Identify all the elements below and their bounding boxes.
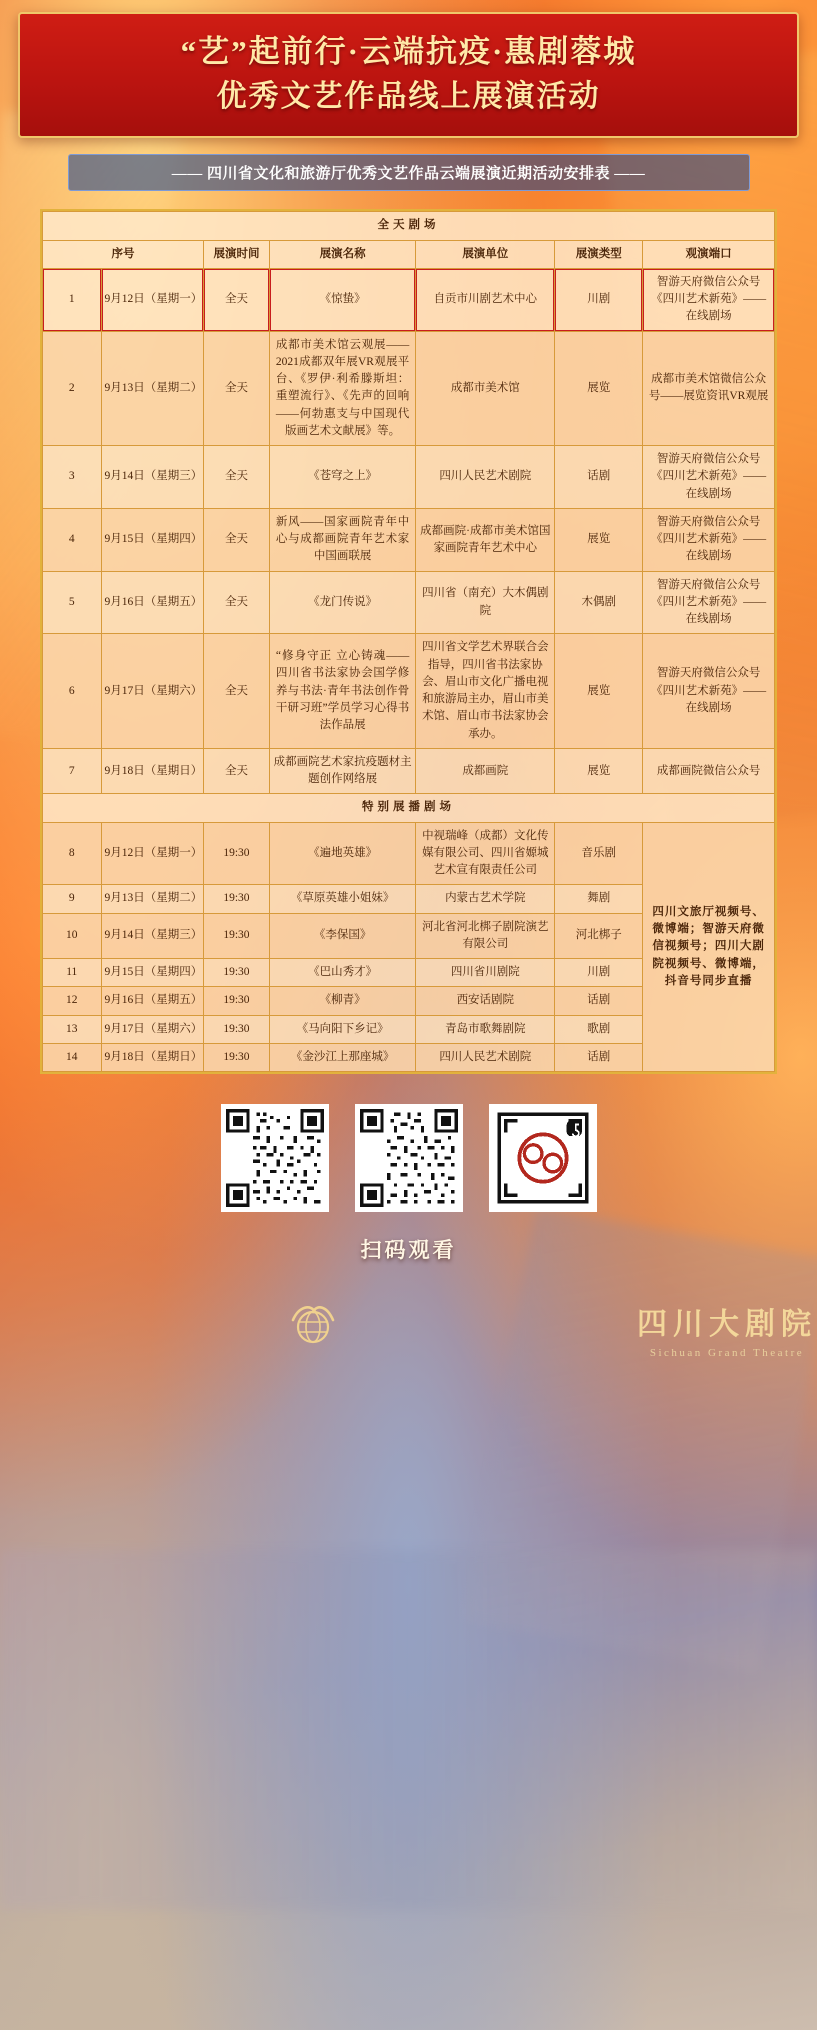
cell-index: 10 (43, 913, 102, 959)
cell-date: 9月12日（星期一） (101, 268, 203, 331)
table-row (43, 748, 775, 794)
cell-unit: 青岛市歌舞剧院 (416, 1015, 555, 1043)
qr-code-1-icon (226, 1109, 324, 1207)
cell-unit: 内蒙古艺术学院 (416, 885, 555, 913)
cell-unit: 四川省川剧院 (416, 959, 555, 987)
cell-type: 川剧 (555, 959, 643, 987)
cell-index: 6 (43, 634, 102, 749)
cell-name: “修身守正 立心铸魂——四川省书法家协会国学修养与书法·青年书法创作骨干研习班”学员学习心得书法作品展 (269, 634, 415, 749)
theatre-globe-icon (285, 1298, 341, 1354)
cell-name: 新风——国家画院青年中心与成都画院青年艺术家中国画联展 (269, 508, 415, 571)
poster-header (18, 12, 799, 138)
column-header-unit: 展演单位 (416, 240, 555, 268)
cell-unit: 四川省文学艺术界联合会指导，四川省书法家协会、眉山市文化广播电视和旅游局主办，眉山市美术馆、眉山市书法家协会承办。 (416, 634, 555, 749)
table-row (43, 822, 775, 885)
schedule-table (42, 211, 775, 1072)
cell-date: 9月15日（星期四） (101, 508, 203, 571)
cell-time: 全天 (204, 508, 270, 571)
cell-port: 智游天府微信公众号《四川艺术新苑》——在线剧场 (643, 571, 775, 634)
cell-name: 《马向阳下乡记》 (269, 1015, 415, 1043)
cell-date: 9月14日（星期三） (101, 446, 203, 509)
cell-date: 9月18日（星期日） (101, 748, 203, 794)
cell-date: 9月17日（星期六） (101, 1015, 203, 1043)
cell-name: 《遍地英雄》 (269, 822, 415, 885)
cell-type: 话剧 (555, 1043, 643, 1071)
cell-unit: 西安话剧院 (416, 987, 555, 1015)
cell-date: 9月13日（星期二） (101, 331, 203, 446)
qr-code-3[interactable] (489, 1104, 597, 1212)
cell-name: 《李保国》 (269, 913, 415, 959)
cell-type: 展览 (555, 748, 643, 794)
qr-code-2[interactable] (355, 1104, 463, 1212)
qr-code-1[interactable] (221, 1104, 329, 1212)
column-header-port: 观演端口 (643, 240, 775, 268)
cell-name: 《巴山秀才》 (269, 959, 415, 987)
scan-label: 扫码观看 (360, 1238, 457, 1263)
subtitle-banner (68, 154, 750, 191)
cell-index: 9 (43, 885, 102, 913)
cell-time: 19:30 (204, 822, 270, 885)
cell-time: 19:30 (204, 885, 270, 913)
cell-port: 智游天府微信公众号《四川艺术新苑》——在线剧场 (643, 268, 775, 331)
cell-port: 成都市美术馆微信公众号——展览资讯VR观展 (643, 331, 775, 446)
cell-date: 9月13日（星期二） (101, 885, 203, 913)
section-header-special (43, 794, 775, 822)
cell-port: 智游天府微信公众号《四川艺术新苑》——在线剧场 (643, 634, 775, 749)
page-title-line1: “艺”起前行·云端抗疫·惠剧蓉城 (180, 34, 637, 69)
cell-type: 话剧 (555, 446, 643, 509)
footer-name-cn: 四川大剧院 (637, 1308, 817, 1342)
cell-date: 9月16日（星期五） (101, 571, 203, 634)
cell-type: 话剧 (555, 987, 643, 1015)
cell-index: 14 (43, 1043, 102, 1071)
cell-unit: 四川人民艺术剧院 (416, 1043, 555, 1071)
footer-name-en: Sichuan Grand Theatre (649, 1347, 805, 1360)
cell-unit: 中视瑞峰（成都）文化传媒有限公司、四川省嫄城艺术宣有限责任公司 (416, 822, 555, 885)
cell-type: 歌剧 (555, 1015, 643, 1043)
subtitle-text: —— 四川省文化和旅游厅优秀文艺作品云端展演近期活动安排表 —— (171, 166, 646, 183)
cell-unit: 四川人民艺术剧院 (416, 446, 555, 509)
cell-name: 《龙门传说》 (269, 571, 415, 634)
footer-logo (0, 1298, 817, 1386)
cell-type: 川剧 (555, 268, 643, 331)
qr-code-3-icon (494, 1109, 592, 1207)
section-header-allday (43, 212, 775, 240)
cell-time: 全天 (204, 331, 270, 446)
table-header-row (43, 240, 775, 268)
cell-unit: 成都画院 (416, 748, 555, 794)
cell-port-shared: 四川文旅厅视频号、微博端；智游天府微信视频号；四川大剧院视频号、微博端，抖音号同步直播 (643, 822, 775, 1072)
cell-date: 9月12日（星期一） (101, 822, 203, 885)
cell-date: 9月14日（星期三） (101, 913, 203, 959)
cell-date: 9月16日（星期五） (101, 987, 203, 1015)
cell-type: 河北梆子 (555, 913, 643, 959)
cell-name: 《草原英雄小姐妹》 (269, 885, 415, 913)
cell-type: 舞剧 (555, 885, 643, 913)
cell-time: 全天 (204, 571, 270, 634)
cell-date: 9月17日（星期六） (101, 634, 203, 749)
cell-date: 9月18日（星期日） (101, 1043, 203, 1071)
table-row (43, 331, 775, 446)
table-row (43, 571, 775, 634)
cell-time: 全天 (204, 446, 270, 509)
table-row (43, 446, 775, 509)
cell-port: 智游天府微信公众号《四川艺术新苑》——在线剧场 (643, 446, 775, 509)
section-title-allday: 全天剧场 (43, 212, 775, 240)
cell-index: 5 (43, 571, 102, 634)
cell-name: 成都市美术馆云观展——2021成都双年展VR观展平台、《罗伊·利希滕斯坦：重塑流行》、《先声的回响——何勃惠支与中国现代版画艺术文献展》等。 (269, 331, 415, 446)
cell-name: 《柳青》 (269, 987, 415, 1015)
cell-type: 展览 (555, 508, 643, 571)
cell-index: 1 (43, 268, 102, 331)
cell-port: 智游天府微信公众号《四川艺术新苑》——在线剧场 (643, 508, 775, 571)
decorative-streak (0, 1550, 817, 1910)
cell-time: 19:30 (204, 987, 270, 1015)
section-title-special: 特别展播剧场 (43, 794, 775, 822)
cell-index: 2 (43, 331, 102, 446)
column-header-name: 展演名称 (269, 240, 415, 268)
column-header-type: 展演类型 (555, 240, 643, 268)
cell-index: 4 (43, 508, 102, 571)
qr-code-2-icon (360, 1109, 458, 1207)
column-header-time: 展演时间 (204, 240, 270, 268)
cell-name: 《苍穹之上》 (269, 446, 415, 509)
cell-time: 19:30 (204, 1043, 270, 1071)
cell-unit: 成都市美术馆 (416, 331, 555, 446)
cell-unit: 自贡市川剧艺术中心 (416, 268, 555, 331)
cell-type: 音乐剧 (555, 822, 643, 885)
cell-unit: 河北省河北梆子剧院演艺有限公司 (416, 913, 555, 959)
cell-date: 9月15日（星期四） (101, 959, 203, 987)
cell-time: 19:30 (204, 913, 270, 959)
cell-name: 《金沙江上那座城》 (269, 1043, 415, 1071)
cell-index: 11 (43, 959, 102, 987)
table-row (43, 508, 775, 571)
page-title-line2: 优秀文艺作品线上展演活动 (216, 79, 601, 113)
table-row (43, 634, 775, 749)
cell-time: 19:30 (204, 1015, 270, 1043)
cell-time: 全天 (204, 268, 270, 331)
cell-unit: 成都画院·成都市美术馆国家画院青年艺术中心 (416, 508, 555, 571)
cell-index: 13 (43, 1015, 102, 1043)
cell-name: 成都画院艺术家抗疫题材主题创作网络展 (269, 748, 415, 794)
cell-name: 《惊蛰》 (269, 268, 415, 331)
table-row (43, 268, 775, 331)
cell-index: 12 (43, 987, 102, 1015)
cell-unit: 四川省（南充）大木偶剧院 (416, 571, 555, 634)
cell-time: 全天 (204, 634, 270, 749)
cell-index: 7 (43, 748, 102, 794)
cell-index: 8 (43, 822, 102, 885)
cell-port: 成都画院微信公众号 (643, 748, 775, 794)
cell-type: 木偶剧 (555, 571, 643, 634)
cell-time: 19:30 (204, 959, 270, 987)
qr-code-row (0, 1104, 817, 1212)
column-header-index: 序号 (43, 240, 204, 268)
cell-type: 展览 (555, 331, 643, 446)
cell-index: 3 (43, 446, 102, 509)
schedule-table-wrap (40, 209, 777, 1074)
cell-time: 全天 (204, 748, 270, 794)
cell-type: 展览 (555, 634, 643, 749)
